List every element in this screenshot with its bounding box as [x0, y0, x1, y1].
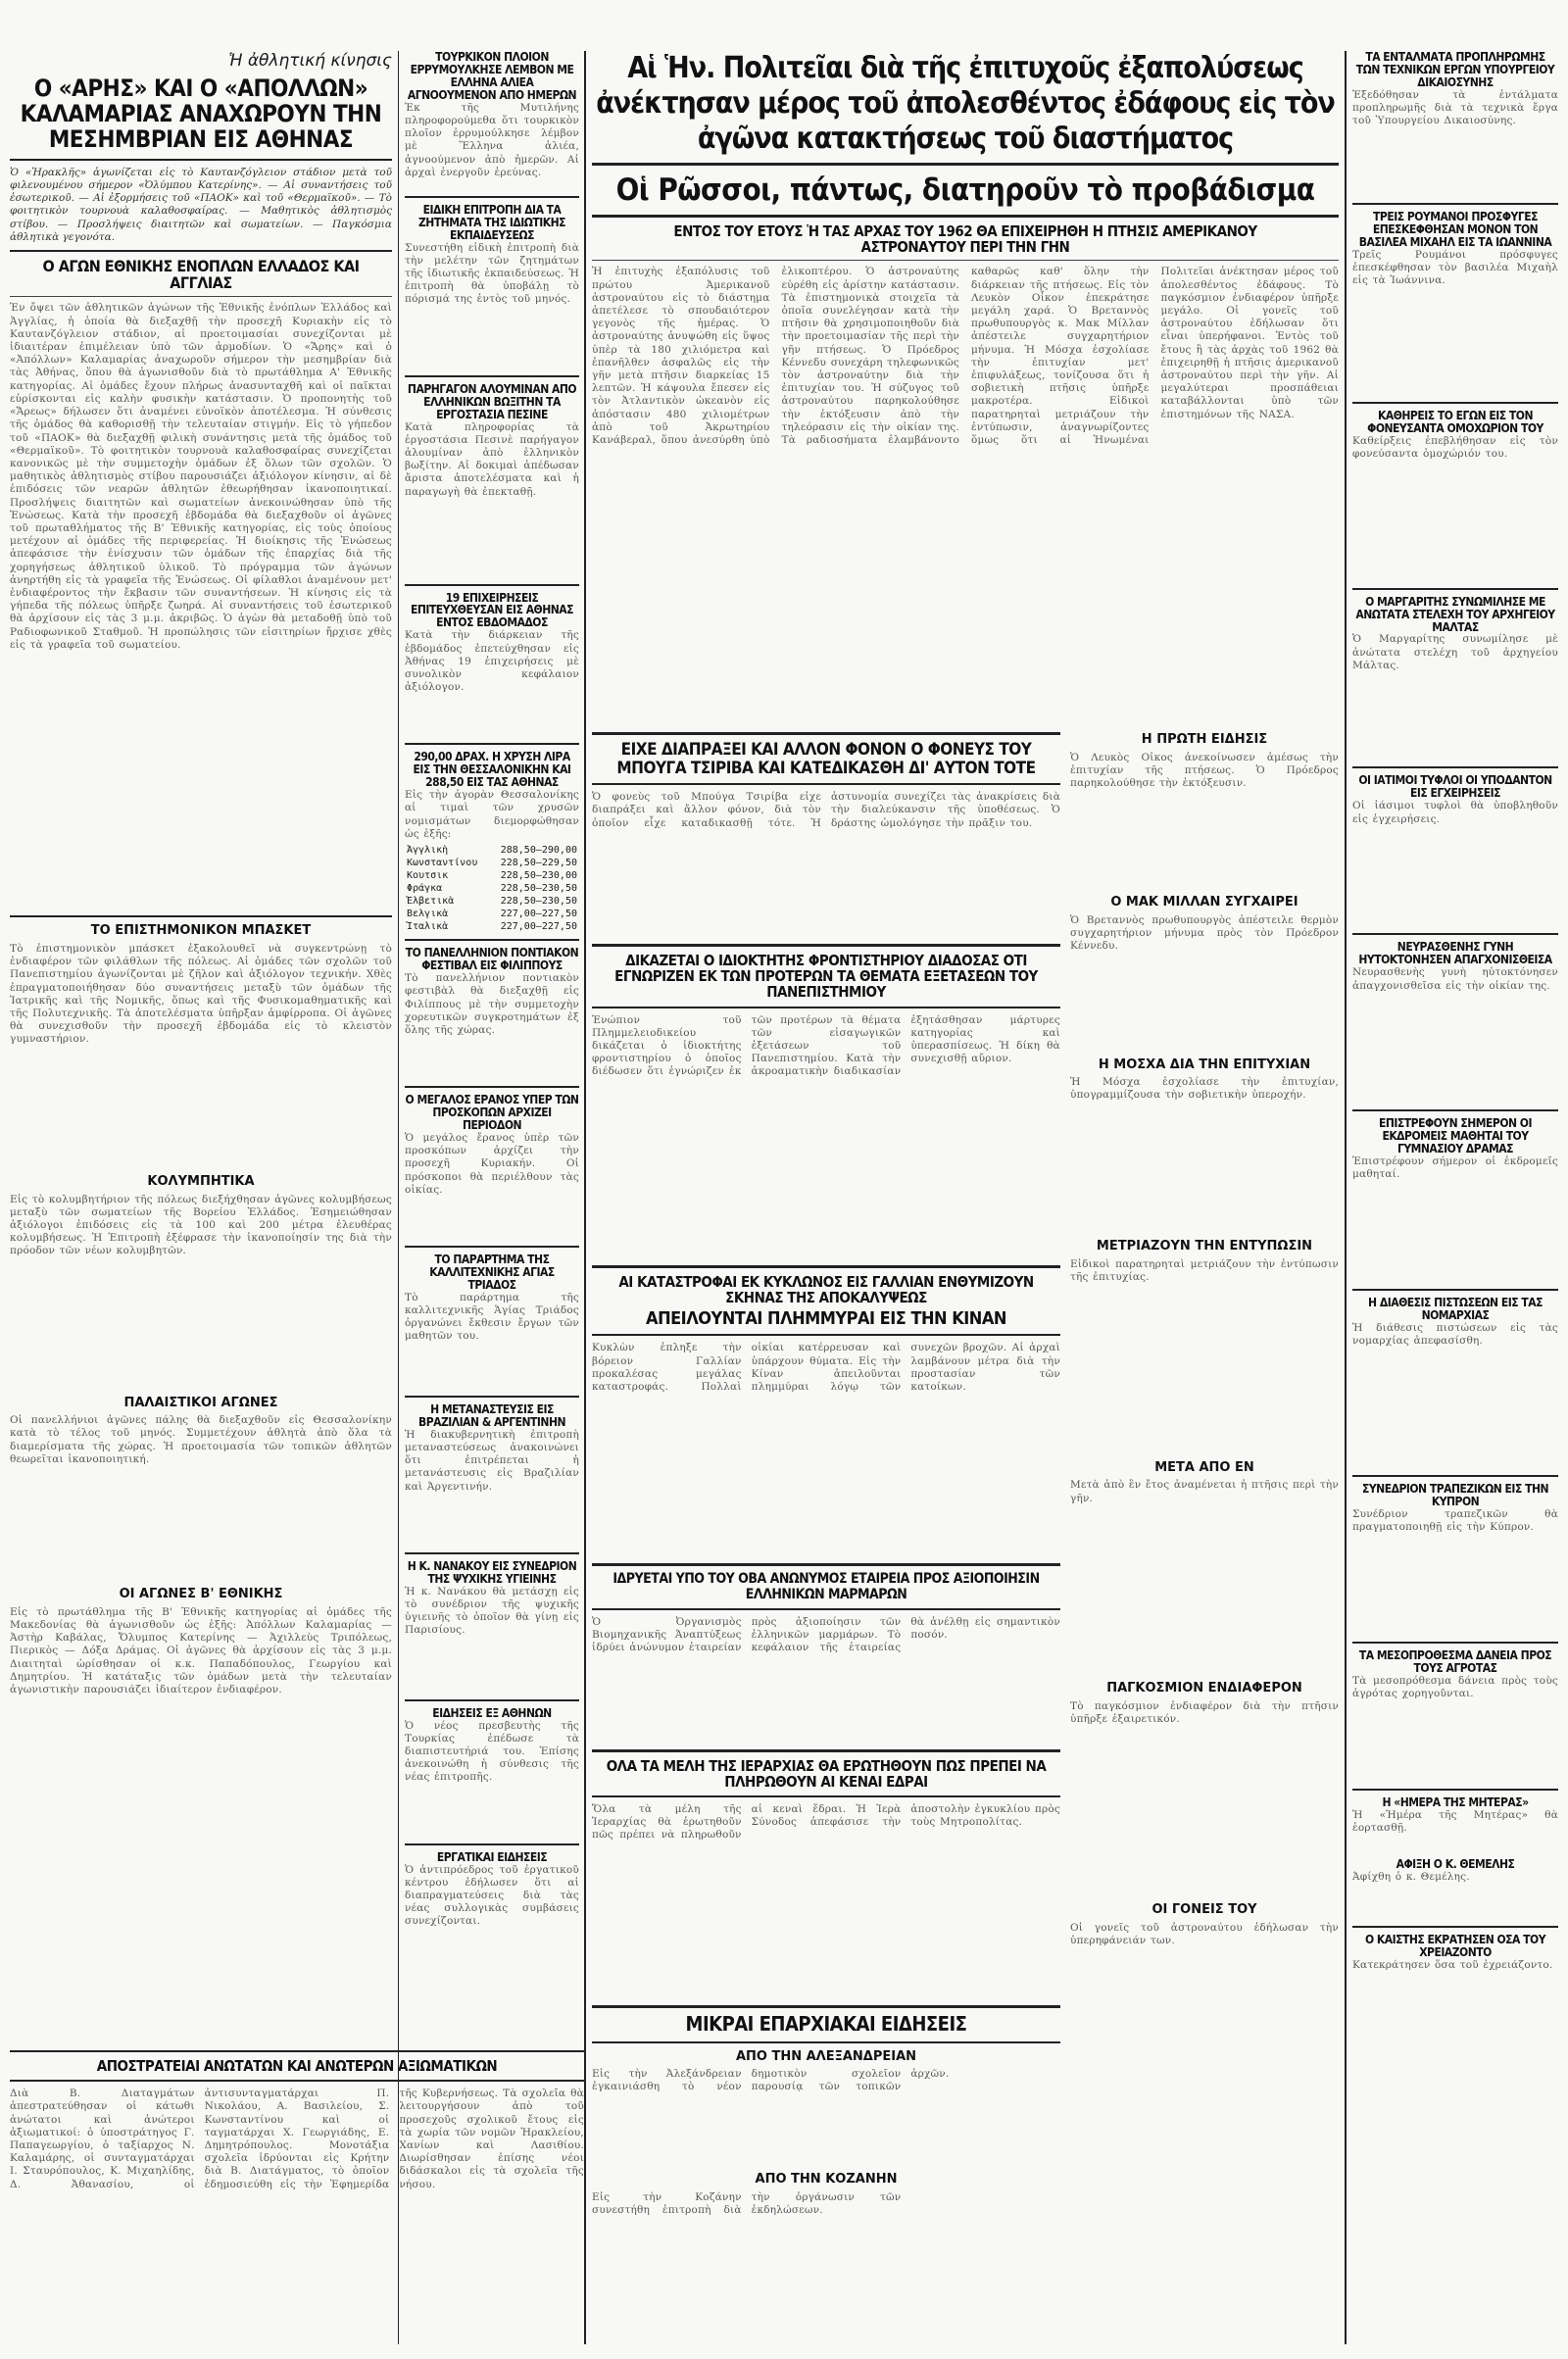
coin-price: 227,00—227,50 — [500, 921, 577, 933]
kicker: Ἡ ἀθλητική κίνησις — [228, 51, 392, 71]
headline-warrants: ΤΑ ΕΝΤΑΛΜΑΤΑ ΠΡΟΠΛΗΡΩΜΗΣ ΤΩΝ ΤΕΧΝΙΚΩΝ ΕΡΓΩΝ ΥΠΟΥΡΓΕΙΟΥ ΔΙΚΑΙΟΣΥΝΗΣ — [1355, 51, 1555, 89]
label-moscow: Η ΜΟΣΧΑ ΔΙΑ ΤΗΝ ΕΠΙΤΥΧΙΑΝ — [1098, 1057, 1311, 1072]
main-section: Αἱ Ἡν. Πολιτεῖαι διὰ τῆς ἐπιτυχοῦς ἐξαπολύσεως ἀνέκτησαν μέρος τοῦ ἀπολεσθέντος ἐδάφους εἰς τὸν ἀγῶνα κατακτήσεως τοῦ διαστήματος Οἱ Ρῶσσοι, πάντως, διατηροῦν τὸ προβάδισμα ΕΝΤΟΣ ΤΟΥ ΕΤΟΥΣ Ἡ ΤΑΣ ΑΡΧΑΣ ΤΟΥ 1962 ΘΑ ΕΠΙΧΕΙΡΗΘΗ Η ΠΤΗΣΙΣ ΑΜΕΡΙΚΑΝΟΥ ΑΣΤΡΟΝΑΥΤΟΥ ΠΕΡΙ ΤΗΝ ΓΗΝ Ἡ ἐπιτυχὴς ἐξαπόλυσις τοῦ πρώτου Ἀμερικανοῦ ἀστροναύτου εἰς τὸ διάστημα ἀπετέλεσε τὸ σπουδαιότερον γεγονὸς τῆς ἡμέρας. Ὁ ἀστροναύτης ἀνυψώθη εἰς ὕψος ὑπὲρ τὰ 180 χιλιόμετρα καὶ ἐπανῆλθεν ἀσφαλῶς εἰς τὴν γῆν μετὰ πτῆσιν διαρκείας 15 λεπτῶν. Ἡ κάψουλα ἔπεσεν εἰς τὸν Ἀτλαντικὸν ὠκεανὸν εἰς ἀπόστασιν 480 χιλιομέτρων ἀπὸ τοῦ Ἀκρωτηρίου Κανάβεραλ, ὅπου ἀνεσύρθη ὑπὸ ἑλικοπτέρου. Ὁ ἀστροναύτης εὑρέθη εἰς ἀρίστην κατάστασιν. Τὰ ἐπιστημονικὰ στοιχεῖα τὰ ὁποῖα συνελέγησαν κατὰ τὴν πτῆσιν θὰ χρησιμοποιηθοῦν διὰ τὴν προετοιμασίαν τῆς περὶ τὴν γῆν πτήσεως. Ὁ Πρόεδρος Κέννεδυ συνεχάρη τηλεφωνικῶς τὸν ἀστροναύτην διὰ τὴν ἐπιτυχίαν του. Ἡ σύζυγος τοῦ ἀστροναύτου παρηκολούθησε τὴν ἐκτόξευσιν ἀπὸ τὴν τηλεόρασιν εἰς τὴν οἰκίαν της. Τὰ ραδιοσήματα ἐλαμβάνοντο καθαρῶς καθ' ὅλην τὴν διάρκειαν τῆς πτήσεως. Εἰς τὸν Λευκὸν Οἶκον ἐπεκράτησε μεγάλη χαρά. Ὁ Βρεταννὸς πρωθυπουργὸς κ. Μακ Μίλλαν ἀπέστειλε συγχαρητήριον μήνυμα. Ἡ Μόσχα ἐσχολίασε τὴν ἐπιτυχίαν μετ' ἐπιφυλάξεως, τονίζουσα ὅτι ἡ σοβιετικὴ πτῆσις ὑπῆρξε μακροτέρα. Εἰδικοὶ παρατηρηταὶ μετριάζουν τὴν ἐντύπωσιν, ἀναγνωρίζοντες ὅμως ὅτι αἱ Ἡνωμέναι Πολιτεῖαι ἀνέκτησαν μέρος τοῦ ἀπολεσθέντος ἐδάφους. Τὸ παγκόσμιον ἐνδιαφέρον ὑπῆρξε μεγάλο. Οἱ γονεῖς τοῦ ἀστροναύτου ἐδήλωσαν ὅτι εἶναι ὑπερήφανοι. Ἐντὸς τοῦ ἔτους ἢ τὰς ἀρχὰς τοῦ 1962 θὰ ἐπιχειρηθῇ ἡ πτῆσις ἀμερικανοῦ ἀστροναύτου περὶ τὴν γῆν. Αἱ μεγαλύτεραι προσπάθειαι καταβάλλονται ὑπὸ τῶν ἐπιστημόνων τῆς ΝΑΣΑ. ΕΙΧΕ ΔΙΑΠΡΑΞΕΙ ΚΑΙ ΑΛΛΟΝ ΦΟΝΟΝ Ο ΦΟΝΕΥΣ ΤΟΥ ΜΠΟΥΓΑ ΤΣΙΡΙΒΑ ΚΑΙ ΚΑΤΕΔΙΚΑΣΘΗ ΔΙ' ΑΥΤΟΝ ΤΟΤΕ Ὁ φονεὺς τοῦ Μπούγα Τσιρίβα εἶχε διαπράξει καὶ ἄλλον φόνον, διὰ τὸν ὁποῖον εἶχε καταδικασθῇ τότε. Ἡ ἀστυνομία συνεχίζει τὰς ἀνακρίσεις διὰ τὴν διαλεύκανσιν τῆς ὑποθέσεως. Ὁ δράστης ὡμολόγησε τὴν πρᾶξιν του. ΔΙΚΑΖΕΤΑΙ Ο ΙΔΙΟΚΤΗΤΗΣ ΦΡΟΝΤΙΣΤΗΡΙΟΥ ΔΙΑΔΟΣΑΣ ΟΤΙ ΕΓΝΩΡΙΖΕΝ ΕΚ ΤΩΝ ΠΡΟΤΕΡΩΝ ΤΑ ΘΕΜΑΤΑ ΕΞΕΤΑΣΕΩΝ ΤΟΥ ΠΑΝΕΠΙΣΤΗΜΙΟΥ Ἐνώπιον τοῦ Πλημμελειοδικείου δικάζεται ὁ ἰδιοκτήτης φροντιστηρίου ὁ ὁποῖος διέδωσεν ὅτι ἐγνώριζεν ἐκ τῶν προτέρων τὰ θέματα τῶν εἰσαγωγικῶν ἐξετάσεων τοῦ Πανεπιστημίου. Κατὰ τὴν ἀκροαματικὴν διαδικασίαν ἐξητάσθησαν μάρτυρες κατηγορίας καὶ ὑπερασπίσεως. Ἡ δίκη θὰ συνεχισθῇ αὔριον. ΑΙ ΚΑΤΑΣΤΡΟΦΑΙ ΕΚ ΚΥΚΛΩΝΟΣ ΕΙΣ ΓΑΛΛΙΑΝ ΕΝΘΥΜΙΖΟΥΝ ΣΚΗΝΑΣ ΤΗΣ ΑΠΟΚΑΛΥΨΕΩΣ ΑΠΕΙΛΟΥΝΤΑΙ ΠΛΗΜΜΥΡΑΙ ΕΙΣ ΤΗΝ ΚΙΝΑΝ Κυκλὼν ἐπληξε τὴν βόρειον Γαλλίαν προκαλέσας μεγάλας καταστροφάς. Πολλαὶ οἰκίαι κατέρρευσαν καὶ ὑπάρχουν θύματα. Εἰς τὴν Κίναν ἀπειλοῦνται πλημμύραι λόγῳ τῶν συνεχῶν βροχῶν. Αἱ ἀρχαὶ λαμβάνουν μέτρα διὰ τὴν προστασίαν τῶν κατοίκων. ΙΔΡΥΕΤΑΙ ΥΠΟ ΤΟΥ ΟΒΑ ΑΝΩΝΥΜΟΣ ΕΤΑΙΡΕΙΑ ΠΡΟΣ ΑΞΙΟΠΟΙΗΣΙΝ ΕΛΛΗΝΙΚΩΝ ΜΑΡΜΑΡΩΝ Ὁ Ὀργανισμὸς Βιομηχανικῆς Ἀναπτύξεως ἱδρύει ἀνώνυμον ἑταιρείαν πρὸς ἀξιοποίησιν τῶν ἑλληνικῶν μαρμάρων. Τὸ κεφάλαιον τῆς ἑταιρείας θὰ ἀνέλθῃ εἰς σημαντικὸν ποσόν. ΟΛΑ ΤΑ ΜΕΛΗ ΤΗΣ ΙΕΡΑΡΧΙΑΣ ΘΑ ΕΡΩΤΗΘΟΥΝ ΠΩΣ ΠΡΕΠΕΙ ΝΑ ΠΛΗΡΩΘΟΥΝ ΑΙ ΚΕΝΑΙ ΕΔΡΑΙ Ὅλα τὰ μέλη τῆς Ἱεραρχίας θὰ ἐρωτηθοῦν πῶς πρέπει νὰ πληρωθοῦν αἱ κεναὶ ἕδραι. Ἡ Ἱερὰ Σύνοδος ἀπεφάσισε τὴν ἀποστολὴν ἐγκυκλίου πρὸς τοὺς Μητροπολίτας. ΜΙΚΡΑΙ ΕΠΑΡΧΙΑΚΑΙ ΕΙΔΗΣΕΙΣ ΑΠΟ ΤΗΝ ΑΛΕΞΑΝΔΡΕΙΑΝ Εἰς τὴν Ἀλεξάνδρειαν ἐγκαινιάσθη τὸ νέον δημοτικὸν σχολεῖον παρουσίᾳ τῶν τοπικῶν ἀρχῶν. ΑΠΟ ΤΗΝ ΚΟΖΑΝΗΝ Εἰς τὴν Κοζάνην συνεστήθη ἐπιτροπὴ διὰ τὴν ὀργάνωσιν τῶν ἐκδηλώσεων. Η ΠΡΩΤΗ ΕΙΔΗΣΙΣ Ὁ Λευκὸς Οἶκος ἀνεκοίνωσεν ἀμέσως τὴν ἐπιτυχίαν τῆς πτήσεως. Ὁ Πρόεδρος παρηκολούθησε τὴν ἐκτόξευσιν. Ο ΜΑΚ ΜΙΛΛΑΝ ΣΥΓΧΑΙΡΕΙ Ὁ Βρεταννὸς πρωθυπουργὸς ἀπέστειλε θερμὸν συγχαρητήριον μήνυμα πρὸς τὸν Πρόεδρον Κέννεδυ. Η ΜΟΣΧΑ ΔΙΑ ΤΗΝ ΕΠΙΤΥΧΙΑΝ Ἡ Μόσχα ἐσχολίασε τὴν ἐπιτυχίαν, ὑπογραμμίζουσα τὴν σοβιετικὴν ὑπεροχήν. ΜΕΤΡΙΑΖΟΥΝ ΤΗΝ ΕΝΤΥΠΩΣΙΝ Εἰδικοὶ παρατηρηταὶ μετριάζουν τὴν ἐντύπωσιν τῆς ἐπιτυχίας. ΜΕΤΑ ΑΠΟ ΕΝ Μετὰ ἀπὸ ἓν ἔτος ἀναμένεται ἡ πτῆσις περὶ τὴν γῆν. ΠΑΓΚΟΣΜΙΟΝ ΕΝΔΙΑΦΕΡΟΝ Τὸ παγκόσμιον ἐνδιαφέρον διὰ τὴν πτῆσιν ὑπῆρξε ἐξαιρετικόν. ΟΙ ΓΟΝΕΙΣ ΤΟΥ Οἱ γονεῖς τοῦ ἀστροναύτου ἐδήλωσαν τὴν ὑπερηφάνειάν των. — [592, 51, 1339, 2217]
headline-themelis: ΑΦΙΞΗ Ο Κ. ΘΕΜΕΛΗΣ — [1396, 1856, 1515, 1871]
headline-annex: ΤΟ ΠΑΡΑΡΤΗΜΑ ΤΗΣ ΚΑΛΛΙΤΕΧΝΙΚΗΣ ΑΓΙΑΣ ΤΡΙΑΔΟΣ — [429, 1253, 555, 1292]
headline-excursion: ΕΠΙΣΤΡΕΦΟΥΝ ΣΗΜΕΡΟΝ ΟΙ ΕΚΔΡΟΜΕΙΣ ΜΑΘΗΤΑΙ ΤΟΥ ΓΥΜΝΑΣΙΟΥ ΔΡΑΜΑΣ — [1378, 1116, 1532, 1156]
coin-name: Ἀγγλικὴ — [407, 845, 449, 857]
column-right: ΤΑ ΕΝΤΑΛΜΑΤΑ ΠΡΟΠΛΗΡΩΜΗΣ ΤΩΝ ΤΕΧΝΙΚΩΝ ΕΡΓΩΝ ΥΠΟΥΡΓΕΙΟΥ ΔΙΚΑΙΟΣΥΝΗΣ Ἐξεδόθησαν τὰ ἐντάλματα προπληρωμῆς διὰ τὰ τεχνικὰ ἔργα τοῦ Ὑπουργείου Δικαιοσύνης. ΤΡΕΙΣ ΡΟΥΜΑΝΟΙ ΠΡΟΣΦΥΓΕΣ ΕΠΕΣΚΕΦΘΗΣΑΝ ΜΟΝΟΝ ΤΟΝ ΒΑΣΙΛΕΑ ΜΙΧΑΗΛ ΕΙΣ ΤΑ ΙΩΑΝΝΙΝΑ Τρεῖς Ρουμάνοι πρόσφυγες ἐπεσκέφθησαν τὸν βασιλέα Μιχαὴλ εἰς τὰ Ἰωάννινα. ΚΑΘΗΡΕΙΣ ΤΟ ΕΓΩΝ ΕΙΣ ΤΟΝ ΦΟΝΕΥΣΑΝΤΑ ΟΜΟΧΩΡΙΟΝ ΤΟΥ Καθείρξεις ἐπεβλήθησαν εἰς τὸν φονεύσαντα ὁμοχώριόν του. Ο ΜΑΡΓΑΡΙΤΗΣ ΣΥΝΩΜΙΛΗΣΕ ΜΕ ΑΝΩΤΑΤΑ ΣΤΕΛΕΧΗ ΤΟΥ ΑΡΧΗΓΕΙΟΥ ΜΑΛΤΑΣ Ὁ Μαργαρίτης συνωμίλησε μὲ ἀνώτατα στελέχη τοῦ ἀρχηγείου Μάλτας. ΟΙ ΙΑΤΙΜΟΙ ΤΥΦΛΟΙ ΟΙ ΥΠΟΔΑΝΤΟΝ ΕΙΣ ΕΓΧΕΙΡΗΣΕΙΣ Οἱ ἰάσιμοι τυφλοὶ θὰ ὑποβληθοῦν εἰς ἐγχειρήσεις. ΝΕΥΡΑΣΘΕΝΗΣ ΓΥΝΗ ΗΥΤΟΚΤΟΝΗΣΕΝ ΑΠΑΓΧΟΝΙΣΘΕΙΣΑ Νευρασθενὴς γυνὴ ηὐτοκτόνησεν ἀπαγχονισθεῖσα εἰς τὴν οἰκίαν της. ΕΠΙΣΤΡΕΦΟΥΝ ΣΗΜΕΡΟΝ ΟΙ ΕΚΔΡΟΜΕΙΣ ΜΑΘΗΤΑΙ ΤΟΥ ΓΥΜΝΑΣΙΟΥ ΔΡΑΜΑΣ Ἐπιστρέφουν σήμερον οἱ ἐκδρομεῖς μαθηταί. Η ΔΙΑΘΕΣΙΣ ΠΙΣΤΩΣΕΩΝ ΕΙΣ ΤΑΣ ΝΟΜΑΡΧΙΑΣ Ἡ διάθεσις πιστώσεων εἰς τὰς νομαρχίας ἀπεφασίσθη. ΣΥΝΕΔΡΙΟΝ ΤΡΑΠΕΖΙΚΩΝ ΕΙΣ ΤΗΝ ΚΥΠΡΟΝ Συνέδριον τραπεζικῶν θὰ πραγματοποιηθῇ εἰς τὴν Κύπρον. ΤΑ ΜΕΣΟΠΡΟΘΕΣΜΑ ΔΑΝΕΙΑ ΠΡΟΣ ΤΟΥΣ ΑΓΡΟΤΑΣ Τὰ μεσοπρόθεσμα δάνεια πρὸς τοὺς ἀγρότας χορηγοῦνται. Η «ΗΜΕΡΑ ΤΗΣ ΜΗΤΕΡΑΣ» Ἡ «Ἡμέρα τῆς Μητέρας» θὰ ἑορτασθῇ. ΑΦΙΞΗ Ο Κ. ΘΕΜΕΛΗΣ Ἀφίχθη ὁ κ. Θεμέλης. Ο ΚΑΙΣΤΗΣ ΕΚΡΑΤΗΣΕΝ ΟΣΑ ΤΟΥ ΧΡΕΙΑΖΟΝΤΟ Κατεκράτησεν ὅσα τοῦ ἐχρειάζοντο. — [1352, 51, 1558, 1971]
gold-price-table — [405, 844, 579, 933]
subhead-alexandreia: ΑΠΟ ΤΗΝ ΑΛΕΞΑΝΔΡΕΙΑΝ — [735, 2048, 917, 2064]
headline-gold: 290,00 ΔΡΑΧ. Η ΧΡΥΣΗ ΛΙΡΑ ΕΙΣ ΤΗΝ ΘΕΣΣΑΛΟΝΙΚΗΝ ΚΑΙ 288,50 ΕΙΣ ΤΑΣ ΑΘΗΝΑΣ — [413, 750, 571, 790]
headline-mothers-day: Η «ΗΜΕΡΑ ΤΗΣ ΜΗΤΕΡΑΣ» — [1382, 1794, 1529, 1809]
headline-scouts: Ο ΜΕΓΑΛΟΣ ΕΡΑΝΟΣ ΥΠΕΡ ΤΩΝ ΠΡΟΣΚΟΠΩΝ ΑΡΧΙΖΕΙ ΠΕΡΙΟΔΟΝ — [405, 1093, 579, 1133]
headline-enterprises: 19 ΕΠΙΧΕΙΡΗΣΕΙΣ ΕΠΙΤΕΥΧΘΕΥΣΑΝ ΕΙΣ ΑΘΗΝΑΣ ΕΝΤΟΣ ΕΒΔΟΜΑΔΟΣ — [410, 590, 574, 630]
coin-name: Ἰταλικὰ — [407, 921, 449, 933]
subhead-kozani: ΑΠΟ ΤΗΝ ΚΟΖΑΝΗΝ — [755, 2172, 898, 2187]
headline-romanians: ΤΡΕΙΣ ΡΟΥΜΑΝΟΙ ΠΡΟΣΦΥΓΕΣ ΕΠΕΣΚΕΦΘΗΣΑΝ ΜΟΝΟΝ ΤΟΝ ΒΑΣΙΛΕΑ ΜΙΧΑΗΛ ΕΙΣ ΤΑ ΙΩΑΝΝΙΝΑ — [1358, 209, 1552, 249]
headline-emigration: Η ΜΕΤΑΝΑΣΤΕΥΣΙΣ ΕΙΣ ΒΡΑΖΙΛΙΑΝ & ΑΡΓΕΝΤΙΝΗΝ — [417, 1401, 566, 1429]
column-rule — [398, 51, 399, 2344]
coin-price: 228,50—230,50 — [500, 896, 577, 908]
coin-price: 228,50—230,00 — [500, 870, 577, 882]
gold-price-row — [405, 869, 579, 882]
headline-aluminium: ΠΑΡΗΓΑΓΟΝ ΑΛΟΥΜΙΝΑΝ ΑΠΟ ΕΛΛΗΝΙΚΩΝ ΒΩΞΙΤΗΝ ΤΑ ΕΡΓΟΣΤΑΣΙΑ ΠΕΣΙΝΕ — [407, 381, 577, 421]
coin-name: Κουτσικ — [407, 870, 449, 882]
headline-enoploi: Ο ΑΓΩΝ ΕΘΝΙΚΗΣ ΕΝΟΠΛΩΝ ΕΛΛΑΔΟΣ ΚΑΙ ΑΓΓΛΙΑΣ — [42, 256, 360, 293]
headline-loans: ΤΑ ΜΕΣΟΠΡΟΘΕΣΜΑ ΔΑΝΕΙΑ ΠΡΟΣ ΤΟΥΣ ΑΓΡΟΤΑΣ — [1358, 1647, 1552, 1675]
headline-nanakou: Η Κ. ΝΑΝΑΚΟΥ ΕΙΣ ΣΥΝΕΔΡΙΟΝ ΤΗΣ ΨΥΧΙΚΗΣ ΥΓΙΕΙΝΗΣ — [407, 1558, 577, 1586]
coin-price: 228,50—229,50 — [500, 858, 577, 869]
column-sports: Ἡ ἀθλητική κίνησις Ο «ΑΡΗΣ» ΚΑΙ Ο «ΑΠΟΛΛΩΝ» ΚΑΛΑΜΑΡΙΑΣ ΑΝΑΧΩΡΟΥΝ ΤΗΝ ΜΕΣΗΜΒΡΙΑΝ ΕΙΣ ΑΘΗΝΑΣ Ὁ «Ἡρακλῆς» ἀγωνίζεται εἰς τὸ Καυτανζόγλειον στάδιον μετὰ τοῦ φιλενουμένου σήμερον «Ὀλύμπου Κατερίνης». — Αἱ συναντήσεις τοῦ ἐσωτερικοῦ. — Αἱ ἐξορμήσεις τοῦ «ΠΑΟΚ» καὶ τοῦ «Θερμαϊκοῦ». — Τὸ φοιτητικὸν τουρνουὰ καλαθοσφαίρας. — Μαθητικὸς ἀθλητισμὸς στίβου. — Προσλήψεις διαιτητῶν καὶ σωματείων. — Παγκόσμια ἀθλητικὰ γεγονότα. Ο ΑΓΩΝ ΕΘΝΙΚΗΣ ΕΝΟΠΛΩΝ ΕΛΛΑΔΟΣ ΚΑΙ ΑΓΓΛΙΑΣ Ἐν ὄψει τῶν ἀθλητικῶν ἀγώνων τῆς Ἐθνικῆς ἐνόπλων Ἑλλάδος καὶ Ἀγγλίας, ἡ ὁποία θὰ διεξαχθῇ τὴν προσεχῆ Κυριακὴν εἰς τὸ Καυτανζόγλειον στάδιον, αἱ προετοιμασίαι συνεχίζονται μὲ ἰδιαιτέραν ἐπιμέλειαν ὑπὸ τῶν ἁρμοδίων. Ὁ «Ἄρης» καὶ ὁ «Ἀπόλλων» Καλαμαρίας ἀναχωροῦν σήμερον τὴν μεσημβρίαν διὰ τὰς Ἀθήνας, ὅπου θὰ ἀγωνισθοῦν διὰ τὸ πρωτάθλημα Α' Ἐθνικῆς κατηγορίας. Αἱ ὁμάδες ἔχουν πλήρως ἀνασυνταχθῆ καὶ οἱ παῖκται εὑρίσκονται εἰς καλὴν φυσικὴν κατάστασιν. Ὁ προπονητὴς τοῦ «Ἄρεως» δήλωσεν ὅτι ἀναμένει εὐνοϊκὸν ἀποτέλεσμα. Ἡ σύνθεσις τῆς ὁμάδος θὰ καθορισθῇ τὴν τελευταίαν στιγμήν. Εἰς τὸ γήπεδον τοῦ «ΠΑΟΚ» θὰ διεξαχθῇ φιλικὴ συνάντησις μετὰ τῆς ὁμάδος τοῦ «Θερμαϊκοῦ». Τὸ φοιτητικὸν τουρνουὰ καλαθοσφαίρας συνεχίζεται κανονικῶς μὲ τὴν συμμετοχὴν ὁμάδων ἐξ ὅλων τῶν σχολῶν. Ὁ μαθητικὸς ἀθλητισμὸς στίβου παρουσιάζει ἀξιόλογον κίνησιν, αἱ δὲ ἐπιδόσεις τῶν νεαρῶν ἀθλητῶν ἐθεωρήθησαν ἱκανοποιητικαί. Προσλήψεις διαιτητῶν καὶ σωματείων ἀνεκοινώθησαν ὑπὸ τῆς Ἑνώσεως. Κατὰ τὴν προσεχῆ ἑβδομάδα θὰ διεξαχθοῦν οἱ ἀγῶνες τοῦ πρωταθλήματος τῆς Β' Ἐθνικῆς κατηγορίας, εἰς τοὺς ὁποίους μετέχουν αἱ ὁμάδες τῆς περιφερείας. Ἡ διοίκησις τῆς Ἑνώσεως ἀπεφάσισε τὴν ἐνίσχυσιν τῶν ὁμάδων τῆς ἐπαρχίας διὰ τῆς χορηγήσεως ἀθλητικοῦ ὑλικοῦ. Τὸ πρόγραμμα τῶν ἀγώνων ἀνηρτήθη εἰς τὰ γραφεῖα τῆς Ἑνώσεως. Οἱ φίλαθλοι ἀναμένουν μετ' ἐνδιαφέροντος τὴν ἔκβασιν τῶν συναντήσεων. Ἡ κίνησις εἰς τὰ γήπεδα τῆς πόλεως ὑπῆρξε ζωηρά. Αἱ συναντήσεις τοῦ ἐσωτερικοῦ θὰ ἀρχίσουν εἰς τὰς 3 μ.μ. ἀκριβῶς. Ὁ ἀγὼν θὰ μεταδοθῇ ὑπὸ τοῦ Ραδιοφωνικοῦ Σταθμοῦ. Ἡ προπώλησις τῶν εἰσιτηρίων ἤρχισε χθὲς εἰς τὰ γραφεῖα τοῦ σωματείου. ΤΟ ΕΠΙΣΤΗΜΟΝΙΚΟΝ ΜΠΑΣΚΕΤ Τὸ ἐπιστημονικὸν μπάσκετ ἐξακολουθεῖ νὰ συγκεντρώνῃ τὸ ἐνδιαφέρον τῶν φιλάθλων τῆς πόλεως. Αἱ ὁμάδες τῶν σχολῶν τοῦ Πανεπιστημίου ἀγωνίζονται μὲ ζῆλον καὶ ἀξιόλογον τεχνικήν. Χθὲς ἐπραγματοποιήθησαν δύο συναντήσεις μεταξὺ τῶν ὁμάδων τῆς Ἰατρικῆς καὶ τῆς Νομικῆς, ὅπως καὶ τῆς Φυσικομαθηματικῆς καὶ τῆς Πολυτεχνικῆς. Τὰ ἀποτελέσματα ὑπῆρξαν ἀμφίρροπα. Οἱ ἀγῶνες θὰ συνεχισθοῦν τὴν προσεχῆ ἑβδομάδα εἰς τὸ κλειστὸν γυμναστήριον. ΚΟΛΥΜΠΗΤΙΚΑ Εἰς τὸ κολυμβητήριον τῆς πόλεως διεξήχθησαν ἀγῶνες κολυμβήσεως μεταξὺ τῶν σωματείων τῆς Βορείου Ἑλλάδος. Ἐσημειώθησαν ἀξιόλογοι ἐπιδόσεις εἰς τὰ 100 καὶ 200 μέτρα ἐλευθέρας κολυμβήσεως. Ἡ Ἐπιτροπὴ ἐξέφρασε τὴν ἱκανοποίησίν της διὰ τὴν πρόοδον τῶν νέων κολυμβητῶν. ΠΑΛΑΙΣΤΙΚΟΙ ΑΓΩΝΕΣ Οἱ πανελλήνιοι ἀγῶνες πάλης θὰ διεξαχθοῦν εἰς Θεσσαλονίκην κατὰ τὸ τέλος τοῦ μηνός. Συμμετέχουν ἀθλητὰ ἀπὸ ὅλα τὰ διαμερίσματα τῆς χώρας. Ἡ προετοιμασία τῶν τοπικῶν ἀθλητῶν θεωρεῖται ἱκανοποιητική. ΟΙ ΑΓΩΝΕΣ Β' ΕΘΝΙΚΗΣ Εἰς τὸ πρωτάθλημα τῆς Β' Ἐθνικῆς κατηγορίας αἱ ὁμάδες τῆς Μακεδονίας θὰ ἀγωνισθοῦν ὡς ἑξῆς: Ἀπόλλων Καλαμαρίας — Ἀστὴρ Καβάλας, Ὄλυμπος Κατερίνης — Ἀχιλλεὺς Τριπόλεως, Πιερικὸς — Δόξα Δράμας. Οἱ ἀγῶνες θὰ ἀρχίσουν εἰς τὰς 3 μ.μ. Διαιτηταὶ ὡρίσθησαν οἱ κ.κ. Παπαδόπουλος, Γεωργίου καὶ Δημητρίου. Ἡ κατάταξις τῶν ὁμάδων μετὰ τὴν τελευταίαν ἀγωνιστικὴν παρουσιάζει ἰδιαίτερον ἐνδιαφέρον. — [10, 51, 392, 1696]
label-after-one: ΜΕΤΑ ΑΠΟ ΕΝ — [1154, 1459, 1254, 1475]
headline-labour: ΕΡΓΑΤΙΚΑΙ ΕΙΔΗΣΕΙΣ — [436, 1849, 548, 1864]
coin-name: Φράγκα — [407, 883, 443, 895]
headline-provincial: ΜΙΚΡΑΙ ΕΠΑΡΧΙΑΚΑΙ ΕΙΔΗΣΕΙΣ — [685, 2012, 967, 2037]
coin-price: 227,00—227,50 — [500, 909, 577, 920]
gold-price-row — [405, 895, 579, 908]
subhead-wrestling: ΠΑΛΑΙΣΤΙΚΟΙ ΑΓΩΝΕΣ — [123, 1395, 278, 1410]
headline-murderer: ΚΑΘΗΡΕΙΣ ΤΟ ΕΓΩΝ ΕΙΣ ΤΟΝ ΦΟΝΕΥΣΑΝΤΑ ΟΜΟΧΩΡΙΟΝ ΤΟΥ — [1367, 408, 1544, 435]
headline-floods: ΑΠΕΙΛΟΥΝΤΑΙ ΠΛΗΜΜΥΡΑΙ ΕΙΣ ΤΗΝ ΚΙΝΑΝ — [646, 1308, 1006, 1330]
headline-malta: Ο ΜΑΡΓΑΡΙΤΗΣ ΣΥΝΩΜΙΛΗΣΕ ΜΕ ΑΝΩΤΑΤΑ ΣΤΕΛΕΧΗ ΤΟΥ ΑΡΧΗΓΕΙΟΥ ΜΑΛΤΑΣ — [1355, 594, 1555, 634]
headline-apostrateiai: ΑΠΟΣΤΡΑΤΕΙΑΙ ΑΝΩΤΑΤΩΝ ΚΑΙ ΑΝΩΤΕΡΩΝ ΑΞΙΩΜΑΤΙΚΩΝ — [96, 2057, 498, 2075]
headline-suicide: ΝΕΥΡΑΣΘΕΝΗΣ ΓΥΝΗ ΗΥΤΟΚΤΟΝΗΣΕΝ ΑΠΑΓΧΟΝΙΣΘΕΙΣΑ — [1358, 940, 1552, 967]
subhead-basket: ΤΟ ΕΠΙΣΤΗΜΟΝΙΚΟΝ ΜΠΑΣΚΕΤ — [90, 923, 312, 939]
label-global: ΠΑΓΚΟΣΜΙΟΝ ΕΝΔΙΑΦΕΡΟΝ — [1106, 1681, 1302, 1696]
headline-turkish-ship: ΤΟΥΡΚΙΚΟΝ ΠΛΟΙΟΝ ΕΡΡΥΜΟΥΛΚΗΣΕ ΛΕΜΒΟΝ ΜΕ ΕΛΛΗΝΑ ΑΛΙΕΑ ΑΓΝΟΟΥΜΕΝΟΝ ΑΠΟ ΗΜΕΡΩΝ — [407, 51, 577, 102]
headline-sports: Ο «ΑΡΗΣ» ΚΑΙ Ο «ΑΠΟΛΛΩΝ» ΚΑΛΑΜΑΡΙΑΣ ΑΝΑΧΩΡΟΥΝ ΤΗΝ ΜΕΣΗΜΒΡΙΑΝ ΕΙΣ ΑΘΗΝΑΣ — [20, 74, 382, 153]
headline-athens-news: ΕΙΔΗΣΕΙΣ ΕΞ ΑΘΗΝΩΝ — [432, 1705, 552, 1720]
gold-price-row — [405, 920, 579, 933]
label-first-news: Η ΠΡΩΤΗ ΕΙΔΗΣΙΣ — [1141, 732, 1268, 748]
headline-hierarchy: ΟΛΑ ΤΑ ΜΕΛΗ ΤΗΣ ΙΕΡΑΡΧΙΑΣ ΘΑ ΕΡΩΤΗΘΟΥΝ ΠΩΣ ΠΡΕΠΕΙ ΝΑ ΠΛΗΡΩΘΟΥΝ ΑΙ ΚΕΝΑΙ ΕΔΡΑΙ — [606, 1756, 1047, 1791]
column-news: ΤΟΥΡΚΙΚΟΝ ΠΛΟΙΟΝ ΕΡΡΥΜΟΥΛΚΗΣΕ ΛΕΜΒΟΝ ΜΕ ΕΛΛΗΝΑ ΑΛΙΕΑ ΑΓΝΟΟΥΜΕΝΟΝ ΑΠΟ ΗΜΕΡΩΝ Ἐκ τῆς Μυτιλήνης πληροφορούμεθα ὅτι τουρκικὸν πλοῖον ἐρρυμούλκησε λέμβον μὲ Ἕλληνα ἁλιέα, ἀγνοούμενον ἀπὸ ἡμερῶν. Αἱ ἀρχαὶ ἐνεργοῦν ἐρεύνας. ΕΙΔΙΚΗ ΕΠΙΤΡΟΠΗ ΔΙΑ ΤΑ ΖΗΤΗΜΑΤΑ ΤΗΣ ΙΔΙΩΤΙΚΗΣ ΕΚΠΑΙΔΕΥΣΕΩΣ Συνεστήθη εἰδικὴ ἐπιτροπὴ διὰ τὴν μελέτην τῶν ζητημάτων τῆς ἰδιωτικῆς ἐκπαιδεύσεως. Ἡ ἐπιτροπὴ θὰ ὑποβάλῃ τὸ πόρισμά της ἐντὸς τοῦ μηνός. ΠΑΡΗΓΑΓΟΝ ΑΛΟΥΜΙΝΑΝ ΑΠΟ ΕΛΛΗΝΙΚΩΝ ΒΩΞΙΤΗΝ ΤΑ ΕΡΓΟΣΤΑΣΙΑ ΠΕΣΙΝΕ Κατὰ πληροφορίας τὰ ἐργοστάσια Πεσινὲ παρήγαγον ἀλουμίναν ἀπὸ ἑλληνικὸν βωξίτην. Αἱ δοκιμαὶ ἀπέδωσαν ἄριστα ἀποτελέσματα καὶ ἡ παραγωγὴ θὰ ἐπεκταθῇ. 19 ΕΠΙΧΕΙΡΗΣΕΙΣ ΕΠΙΤΕΥΧΘΕΥΣΑΝ ΕΙΣ ΑΘΗΝΑΣ ΕΝΤΟΣ ΕΒΔΟΜΑΔΟΣ Κατὰ τὴν διάρκειαν τῆς ἑβδομάδος ἐπετεύχθησαν εἰς Ἀθήνας 19 ἐπιχειρήσεις μὲ συνολικὸν κεφάλαιον ἀξιόλογον. 290,00 ΔΡΑΧ. Η ΧΡΥΣΗ ΛΙΡΑ ΕΙΣ ΤΗΝ ΘΕΣΣΑΛΟΝΙΚΗΝ ΚΑΙ 288,50 ΕΙΣ ΤΑΣ ΑΘΗΝΑΣ Εἰς τὴν ἀγορὰν Θεσσαλονίκης αἱ τιμαὶ τῶν χρυσῶν νομισμάτων διεμορφώθησαν ὡς ἑξῆς: Ἀγγλικὴ 288,50—290,00 Κωνσταντίνου 228,50—229,50 Κουτσικ 228,50—230,00 Φράγκα 228,50—230,50 Ἑλβετικὰ 228,50—230,50 Βελγικὰ 227,00—227,50 Ἰταλικὰ 227,00—227,50 ΤΟ ΠΑΝΕΛΛΗΝΙΟΝ ΠΟΝΤΙΑΚΟΝ ΦΕΣΤΙΒΑΛ ΕΙΣ ΦΙΛΙΠΠΟΥΣ Τὸ πανελλήνιον ποντιακὸν φεστιβὰλ θὰ διεξαχθῇ εἰς Φιλίππους μὲ τὴν συμμετοχὴν χορευτικῶν συγκροτημάτων ἐξ ὅλης τῆς χώρας. Ο ΜΕΓΑΛΟΣ ΕΡΑΝΟΣ ΥΠΕΡ ΤΩΝ ΠΡΟΣΚΟΠΩΝ ΑΡΧΙΖΕΙ ΠΕΡΙΟΔΟΝ Ὁ μεγάλος ἔρανος ὑπὲρ τῶν προσκόπων ἀρχίζει τὴν προσεχῆ Κυριακήν. Οἱ πρόσκοποι θὰ περιέλθουν τὰς οἰκίας. ΤΟ ΠΑΡΑΡΤΗΜΑ ΤΗΣ ΚΑΛΛΙΤΕΧΝΙΚΗΣ ΑΓΙΑΣ ΤΡΙΑΔΟΣ Τὸ παράρτημα τῆς καλλιτεχνικῆς Ἁγίας Τριάδος ὀργανώνει ἔκθεσιν ἔργων τῶν μαθητῶν του. Η ΜΕΤΑΝΑΣΤΕΥΣΙΣ ΕΙΣ ΒΡΑΖΙΛΙΑΝ & ΑΡΓΕΝΤΙΝΗΝ Ἡ διακυβερνητικὴ ἐπιτροπὴ μεταναστεύσεως ἀνακοινώνει ὅτι ἐπιτρέπεται ἡ μετανάστευσις εἰς Βραζιλίαν καὶ Ἀργεντινήν. Η Κ. ΝΑΝΑΚΟΥ ΕΙΣ ΣΥΝΕΔΡΙΟΝ ΤΗΣ ΨΥΧΙΚΗΣ ΥΓΙΕΙΝΗΣ Ἡ κ. Νανάκου θὰ μετάσχῃ εἰς τὸ συνέδριον τῆς ψυχικῆς ὑγιεινῆς τὸ ὁποῖον θὰ γίνῃ εἰς Παρισίους. ΕΙΔΗΣΕΙΣ ΕΞ ΑΘΗΝΩΝ Ὁ νέος πρεσβευτὴς τῆς Τουρκίας ἐπέδωσε τὰ διαπιστευτήριά του. Ἐπίσης ἀνεκοινώθη ἡ σύνθεσις τῆς νέας ἐπιτροπῆς. ΕΡΓΑΤΙΚΑΙ ΕΙΔΗΣΕΙΣ Ὁ ἀντιπρόεδρος τοῦ ἐργατικοῦ κέντρου ἐδήλωσεν ὅτι αἱ διαπραγματεύσεις διὰ τὰς νέας συλλογικὰς συμβάσεις συνεχίζονται. — [405, 51, 579, 1928]
column-rule — [1345, 51, 1347, 2344]
label-parents: ΟΙ ΓΟΝΕΙΣ ΤΟΥ — [1152, 1901, 1257, 1917]
space-article-body: Ἡ ἐπιτυχὴς ἐξαπόλυσις τοῦ πρώτου Ἀμερικανοῦ ἀστροναύτου εἰς τὸ διάστημα ἀπετέλεσε τὸ σπουδαιότερον γεγονὸς τῆς ἡμέρας. Ὁ ἀστροναύτης ἀνυψώθη εἰς ὕψος ὑπὲρ τὰ 180 χιλιόμετρα καὶ ἐπανῆλθεν ἀσφαλῶς εἰς τὴν γῆν μετὰ πτῆσιν διαρκείας 15 λεπτῶν. Ἡ κάψουλα ἔπεσεν εἰς τὸν Ἀτλαντικὸν ὠκεανὸν εἰς ἀπόστασιν 480 χιλιομέτρων ἀπὸ τοῦ Ἀκρωτηρίου Κανάβεραλ, ὅπου ἀνεσύρθη ὑπὸ ἑλικοπτέρου. Ὁ ἀστροναύτης εὑρέθη εἰς ἀρίστην κατάστασιν. Τὰ ἐπιστημονικὰ στοιχεῖα τὰ ὁποῖα συνελέγησαν κατὰ τὴν πτῆσιν θὰ χρησιμοποιηθοῦν διὰ τὴν προετοιμασίαν τῆς περὶ τὴν γῆν πτήσεως. Ὁ Πρόεδρος Κέννεδυ συνεχάρη τηλεφωνικῶς τὸν ἀστροναύτην διὰ τὴν ἐπιτυχίαν του. Ἡ σύζυγος τοῦ ἀστροναύτου παρηκολούθησε τὴν ἐκτόξευσιν ἀπὸ τὴν τηλεόρασιν εἰς τὴν οἰκίαν της. Τὰ ραδιοσήματα ἐλαμβάνοντο καθαρῶς καθ' ὅλην τὴν διάρκειαν τῆς πτήσεως. Εἰς τὸν Λευκὸν Οἶκον ἐπεκράτησε μεγάλη χαρά. Ὁ Βρεταννὸς πρωθυπουργὸς κ. Μακ Μίλλαν ἀπέστειλε συγχαρητήριον μήνυμα. Ἡ Μόσχα ἐσχολίασε τὴν ἐπιτυχίαν μετ' ἐπιφυλάξεως, τονίζουσα ὅτι ἡ σοβιετικὴ πτῆσις ὑπῆρξε μακροτέρα. Εἰδικοὶ παρατηρηταὶ μετριάζουν τὴν ἐντύπωσιν, ἀναγνωρίζοντες ὅμως ὅτι αἱ Ἡνωμέναι Πολιτεῖαι ἀνέκτησαν μέρος τοῦ ἀπολεσθέντος ἐδάφους. Τὸ παγκόσμιον ἐνδιαφέρον ὑπῆρξε μεγάλο. Οἱ γονεῖς τοῦ ἀστροναύτου ἐδήλωσαν ὅτι εἶναι ὑπερήφανοι. Ἐντὸς τοῦ ἔτους ἢ τὰς ἀρχὰς τοῦ 1962 θὰ ἐπιχειρηθῇ ἡ πτῆσις ἀμερικανοῦ ἀστροναύτου περὶ τὴν γῆν. Αἱ μεγαλύτεραι προσπάθειαι καταβάλλονται ὑπὸ τῶν ἐπιστημόνων τῆς ΝΑΣΑ. — [592, 266, 1339, 447]
headline-festival: ΤΟ ΠΑΝΕΛΛΗΝΙΟΝ ΠΟΝΤΙΑΚΟΝ ΦΕΣΤΙΒΑΛ ΕΙΣ ΦΙΛΙΠΠΟΥΣ — [405, 946, 579, 973]
bottom-section: ΑΠΟΣΤΡΑΤΕΙΑΙ ΑΝΩΤΑΤΩΝ ΚΑΙ ΑΝΩΤΕΡΩΝ ΑΞΙΩΜΑΤΙΚΩΝ Διὰ Β. Διαταγμάτων ἀπεστρατεύθησαν οἱ κάτωθι ἀνώτατοι καὶ ἀνώτεροι ἀξιωματικοί: ὁ ὑποστράτηγος Γ. Παπαγεωργίου, ὁ ταξίαρχος Ν. Καλαμάρης, οἱ συνταγματάρχαι Ι. Σταυρόπουλος, Κ. Μιχαηλίδης, Δ. Ἀθανασίου, οἱ ἀντισυνταγματάρχαι Π. Νικολάου, Α. Βασιλείου, Σ. Κωνσταντίνου καὶ οἱ ταγματάρχαι Χ. Γεωργιάδης, Ε. Δημητρόπουλος. Μονοτάξια σχολεῖα ἱδρύονται εἰς Κρήτην διὰ Β. Διατάγματος, τὸ ὁποῖον ἐδημοσιεύθη εἰς τὴν Ἐφημερίδα τῆς Κυβερνήσεως. Τὰ σχολεῖα θὰ λειτουργήσουν ἀπὸ τοῦ προσεχοῦς σχολικοῦ ἔτους εἰς τὰ χωρία τῶν νομῶν Ἡρακλείου, Χανίων καὶ Λασιθίου. Διωρίσθησαν ἐπίσης νέοι διδάσκαλοι εἰς τὰ σχολεῖα τῆς νήσου. — [10, 2044, 584, 2348]
coin-name: Κωνσταντίνου — [407, 858, 478, 869]
headline-commission: ΕΙΔΙΚΗ ΕΠΙΤΡΟΠΗ ΔΙΑ ΤΑ ΖΗΤΗΜΑΤΑ ΤΗΣ ΙΔΙΩΤΙΚΗΣ ΕΚΠΑΙΔΕΥΣΕΩΣ — [417, 202, 566, 242]
headline-space: Αἱ Ἡν. Πολιτεῖαι διὰ τῆς ἐπιτυχοῦς ἐξαπολύσεως ἀνέκτησαν μέρος τοῦ ἀπολεσθέντος ἐδάφους εἰς τὸν ἀγῶνα κατακτήσεως τοῦ διαστήματος — [596, 51, 1335, 156]
headline-murder: ΕΙΧΕ ΔΙΑΠΡΑΞΕΙ ΚΑΙ ΑΛΛΟΝ ΦΟΝΟΝ Ο ΦΟΝΕΥΣ ΤΟΥ ΜΠΟΥΓΑ ΤΣΙΡΙΒΑ ΚΑΙ ΚΑΤΕΔΙΚΑΣΘΗ ΔΙ' ΑΥΤΟΝ ΤΟΤΕ — [616, 740, 1036, 778]
headline-marble: ΙΔΡΥΕΤΑΙ ΥΠΟ ΤΟΥ ΟΒΑ ΑΝΩΝΥΜΟΣ ΕΤΑΙΡΕΙΑ ΠΡΟΣ ΑΞΙΟΠΟΙΗΣΙΝ ΕΛΛΗΝΙΚΩΝ ΜΑΡΜΑΡΩΝ — [612, 1571, 1040, 1602]
headline-frontistirio: ΔΙΚΑΖΕΤΑΙ Ο ΙΔΙΟΚΤΗΤΗΣ ΦΡΟΝΤΙΣΤΗΡΙΟΥ ΔΙΑΔΟΣΑΣ ΟΤΙ ΕΓΝΩΡΙΖΕΝ ΕΚ ΤΩΝ ΠΡΟΤΕΡΩΝ ΤΑ ΘΕΜΑΤΑ ΕΞΕΤΑΣΕΩΝ ΤΟΥ ΠΑΝΕΠΙΣΤΗΜΙΟΥ — [614, 952, 1038, 1002]
coin-price: 228,50—230,50 — [500, 883, 577, 895]
gold-price-row — [405, 908, 579, 920]
coin-price: 288,50—290,00 — [500, 845, 577, 857]
headline-credits: Η ΔΙΑΘΕΣΙΣ ΠΙΣΤΩΣΕΩΝ ΕΙΣ ΤΑΣ ΝΟΜΑΡΧΙΑΣ — [1368, 1296, 1543, 1323]
label-macmillan: Ο ΜΑΚ ΜΙΛΛΑΝ ΣΥΓΧΑΙΡΕΙ — [1110, 894, 1298, 909]
coin-name: Βελγικὰ — [407, 909, 449, 920]
headline-russians: Οἱ Ρῶσσοι, πάντως, διατηροῦν τὸ προβάδισμα — [615, 172, 1315, 208]
column-rule — [584, 51, 586, 2344]
gold-price-row — [405, 857, 579, 869]
subhead-swim: ΚΟΛΥΜΠΗΤΙΚΑ — [147, 1174, 255, 1190]
coin-name: Ἑλβετικὰ — [407, 896, 455, 908]
label-moderate: ΜΕΤΡΙΑΖΟΥΝ ΤΗΝ ΕΝΤΥΠΩΣΙΝ — [1096, 1239, 1313, 1254]
headline-kept: Ο ΚΑΙΣΤΗΣ ΕΚΡΑΤΗΣΕΝ ΟΣΑ ΤΟΥ ΧΡΕΙΑΖΟΝΤΟ — [1364, 1932, 1546, 1959]
gold-price-row — [405, 844, 579, 857]
headline-blind: ΟΙ ΙΑΤΙΜΟΙ ΤΥΦΛΟΙ ΟΙ ΥΠΟΔΑΝΤΟΝ ΕΙΣ ΕΓΧΕΙΡΗΣΕΙΣ — [1358, 773, 1552, 801]
headline-bankers: ΣΥΝΕΔΡΙΟΝ ΤΡΑΠΕΖΙΚΩΝ ΕΙΣ ΤΗΝ ΚΥΠΡΟΝ — [1361, 1482, 1549, 1509]
gold-price-row — [405, 882, 579, 895]
subhead-astronaut: ΕΝΤΟΣ ΤΟΥ ΕΤΟΥΣ Ἡ ΤΑΣ ΑΡΧΑΣ ΤΟΥ 1962 ΘΑ ΕΠΙΧΕΙΡΗΘΗ Η ΠΤΗΣΙΣ ΑΜΕΡΙΚΑΝΟΥ ΑΣΤΡΟΝΑΥΤΟΥ ΠΕΡΙ ΤΗΝ ΓΗΝ — [673, 222, 1257, 257]
subhead-b-ethniki: ΟΙ ΑΓΩΝΕΣ Β' ΕΘΝΙΚΗΣ — [119, 1587, 283, 1602]
headline-cyclone: ΑΙ ΚΑΤΑΣΤΡΟΦΑΙ ΕΚ ΚΥΚΛΩΝΟΣ ΕΙΣ ΓΑΛΛΙΑΝ ΕΝΘΥΜΙΖΟΥΝ ΣΚΗΝΑΣ ΤΗΣ ΑΠΟΚΑΛΥΨΕΩΣ — [618, 1272, 1034, 1306]
lead-summary: Ὁ «Ἡρακλῆς» ἀγωνίζεται εἰς τὸ Καυτανζόγλειον στάδιον μετὰ τοῦ φιλενουμένου σήμερον «Ὀλύμπου Κατερίνης». — Αἱ συναντήσεις τοῦ ἐσωτερικοῦ. — Αἱ ἐξορμήσεις τοῦ «ΠΑΟΚ» καὶ τοῦ «Θερμαϊκοῦ». — Τὸ φοιτητικὸν τουρνουὰ καλαθοσφαίρας. — Μαθητικὸς ἀθλητισμὸς στίβου. — Προσλήψεις διαιτητῶν καὶ σωματείων. — Παγκόσμια ἀθλητικὰ γεγονότα. — [10, 166, 392, 243]
article-body: Ἐν ὄψει τῶν ἀθλητικῶν ἀγώνων τῆς Ἐθνικῆς ἐνόπλων Ἑλλάδος καὶ Ἀγγλίας, ἡ ὁποία θὰ διεξαχθῇ τὴν προσεχῆ Κυριακὴν εἰς τὸ Καυτανζόγλειον στάδιον, αἱ προετοιμασίαι συνεχίζονται μὲ ἰδιαιτέραν ἐπιμέλειαν ὑπὸ τῶν ἁρμοδίων. Ὁ «Ἄρης» καὶ ὁ «Ἀπόλλων» Καλαμαρίας ἀναχωροῦν σήμερον τὴν μεσημβρίαν διὰ τὰς Ἀθήνας, ὅπου θὰ ἀγωνισθοῦν διὰ τὸ πρωτάθλημα Α' Ἐθνικῆς κατηγορίας. Αἱ ὁμάδες ἔχουν πλήρως ἀνασυνταχθῆ καὶ οἱ παῖκται εὑρίσκονται εἰς καλὴν φυσικὴν κατάστασιν. Ὁ προπονητὴς τοῦ «Ἄρεως» δήλωσεν ὅτι ἀναμένει εὐνοϊκὸν ἀποτέλεσμα. Ἡ σύνθεσις τῆς ὁμάδος θὰ καθορισθῇ τὴν τελευταίαν στιγμήν. Εἰς τὸ γήπεδον τοῦ «ΠΑΟΚ» θὰ διεξαχθῇ φιλικὴ συνάντησις μετὰ τῆς ὁμάδος τοῦ «Θερμαϊκοῦ». Τὸ φοιτητικὸν τουρνουὰ καλαθοσφαίρας συνεχίζεται κανονικῶς μὲ τὴν συμμετοχὴν ὁμάδων ἐξ ὅλων τῶν σχολῶν. Ὁ μαθητικὸς ἀθλητισμὸς στίβου παρουσιάζει ἀξιόλογον κίνησιν, αἱ δὲ ἐπιδόσεις τῶν νεαρῶν ἀθλητῶν ἐθεωρήθησαν ἱκανοποιητικαί. Προσλήψεις διαιτητῶν καὶ σωματείων ἀνεκοινώθησαν ὑπὸ τῆς Ἑνώσεως. Κατὰ τὴν προσεχῆ ἑβδομάδα θὰ διεξαχθοῦν οἱ ἀγῶνες τοῦ πρωταθλήματος τῆς Β' Ἐθνικῆς κατηγορίας, εἰς τοὺς ὁποίους μετέχουν αἱ ὁμάδες τῆς περιφερείας. Ἡ διοίκησις τῆς Ἑνώσεως ἀπεφάσισε τὴν ἐνίσχυσιν τῶν ὁμάδων τῆς ἐπαρχίας διὰ τῆς χορηγήσεως ἀθλητικοῦ ὑλικοῦ. Τὸ πρόγραμμα τῶν ἀγώνων ἀνηρτήθη εἰς τὰ γραφεῖα τῆς Ἑνώσεως. Οἱ φίλαθλοι ἀναμένουν μετ' ἐνδιαφέροντος τὴν ἔκβασιν τῶν συναντήσεων. Ἡ κίνησις εἰς τὰ γήπεδα τῆς πόλεως ὑπῆρξε ζωηρά. Αἱ συναντήσεις τοῦ ἐσωτερικοῦ θὰ ἀρχίσουν εἰς τὰς 3 μ.μ. ἀκριβῶς. Ὁ ἀγὼν θὰ μεταδοθῇ ὑπὸ τοῦ Ραδιοφωνικοῦ Σταθμοῦ. Ἡ προπώλησις τῶν εἰσιτηρίων ἤρχισε χθὲς εἰς τὰ γραφεῖα τοῦ σωματείου. — [10, 302, 392, 651]
